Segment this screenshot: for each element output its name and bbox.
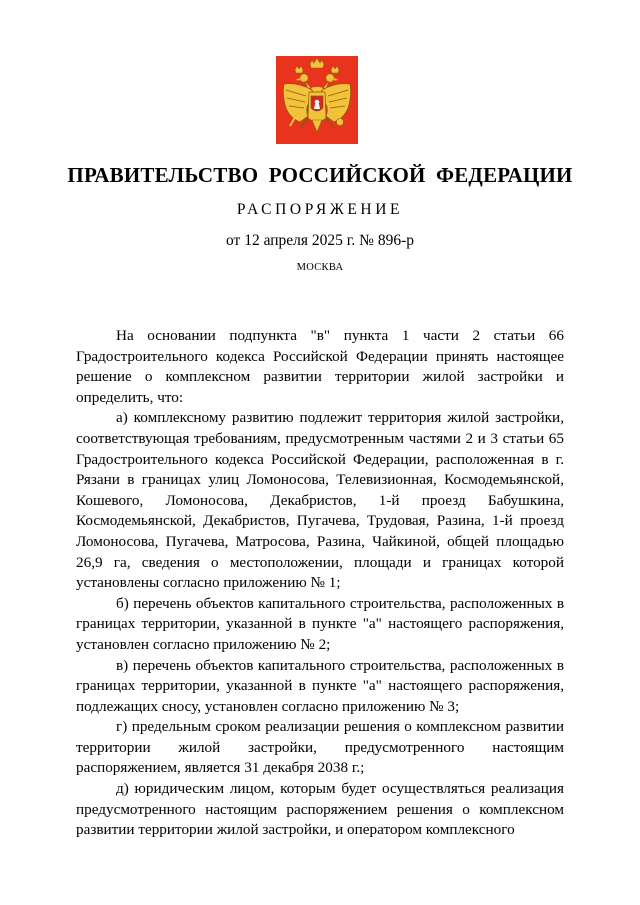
government-title: ПРАВИТЕЛЬСТВО РОССИЙСКОЙ ФЕДЕРАЦИИ [67,163,573,187]
paragraph-item-g: г) предельным сроком реализации решения о комплексном развитии территории жилой застройки, предусмотренного настоящим распоряжением, является 31 декабря 2038 г.; [76,718,564,777]
paragraph-item-v: в) перечень объектов капитального строительства, расположенных в границах территории, указанной в пункте "а" настоящего распоряжения, подлежащих сносу, установлен согласно приложению № 3; [76,656,564,715]
document-body [76,326,564,841]
document-city: МОСКВА [296,262,344,273]
paragraph-intro: На основании подпункта "в" пункта 1 части 2 статьи 66 Градостроительного кодекса Российской Федерации принять настоящее решение о комплексном развитии территории жилой застройки и определить, что: [76,327,564,406]
paragraph-item-a: а) комплексному развитию подлежит территория жилой застройки, соответствующая требованиям, предусмотренным частями 2 и 3 статьи 65 Градостроительного кодекса Российской Федерации, расположенная в г. Рязани в границах улиц Ломоносова, Телевизионная, Космодемьянской, Кошевого, Ломоносова, Декабристов, 1-й проезд Бабушкина, Космодемьянской, Декабристов, Пугачева, Трудовая, Разина, 1-й проезд Ломоносова, Пугачева, Матросова, Разина, Чайкиной, общей площадью 26,9 га, сведения о местоположении, площади и границах которой установлены согласно приложению № 1; [76,409,564,592]
paragraph-item-b: б) перечень объектов капитального строительства, расположенных в границах территории, указанной в пункте "а" настоящего распоряжения, установлен согласно приложению № 2; [76,594,564,653]
document-type: РАСПОРЯЖЕНИЕ [236,201,404,218]
coat-of-arms-icon [276,56,358,144]
document-date-number: от 12 апреля 2025 г. № 896-р [226,232,414,249]
paragraph-item-d: д) юридическим лицом, которым будет осуществляться реализация предусмотренного настоящим распоряжением решения о комплексном развитии территории жилой застройки, и оператором комплексного [76,780,564,839]
